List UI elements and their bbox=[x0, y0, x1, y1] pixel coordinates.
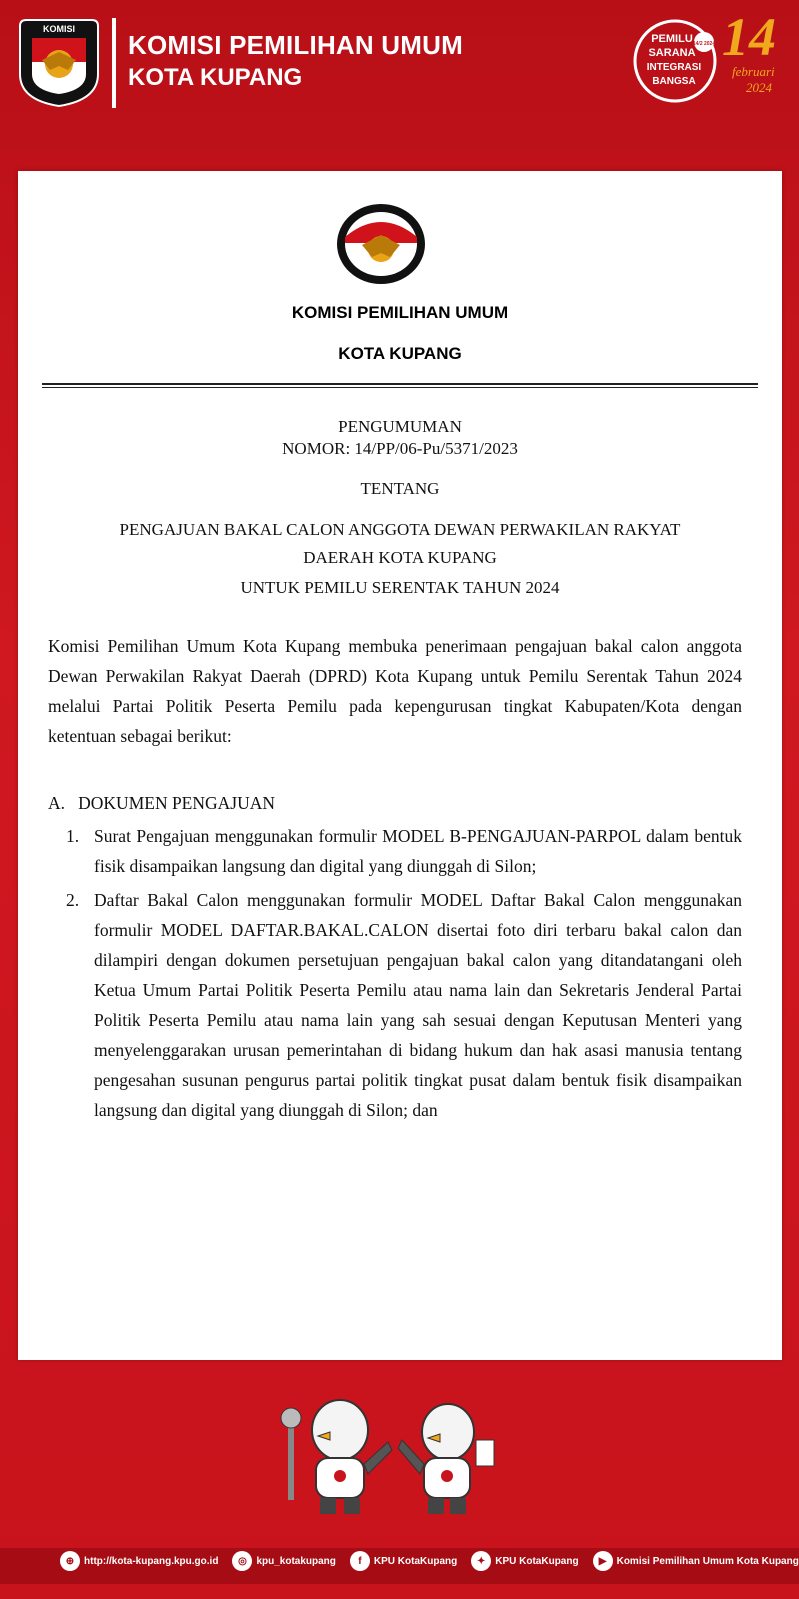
date-year: 2024 bbox=[746, 80, 772, 95]
intro-paragraph: Komisi Pemilihan Umum Kota Kupang membuka penerimaan pengajuan bakal calon anggota Dewan Perwakilan Rakyat Daerah (DPRD) Kota Kupang untuk Pemilu Serentak Tahun 2024 melalui Partai Politik Peserta Pemilu pada kepengurusan tingkat Kabupaten/Kota dengan ketentuan sebagai berikut: bbox=[48, 636, 742, 746]
announcement-number: NOMOR: 14/PP/06-Pu/5371/2023 bbox=[282, 439, 518, 458]
slogan-line-4: BANGSA bbox=[652, 76, 696, 87]
about-label: TENTANG bbox=[360, 479, 440, 498]
list-item bbox=[66, 885, 742, 1125]
section-a-heading: A. DOKUMEN PENGAJUAN bbox=[48, 793, 276, 813]
date-month: februari bbox=[732, 64, 775, 79]
slogan-line-3: INTEGRASI bbox=[646, 62, 702, 73]
footer-twitter-link[interactable] bbox=[471, 1551, 578, 1571]
footer-social-links bbox=[60, 1551, 799, 1571]
header-rule-thick bbox=[42, 383, 758, 385]
header-subtitle: KOTA KUPANG bbox=[128, 64, 303, 91]
election-date-badge bbox=[722, 7, 794, 110]
subject-line-2: DAERAH KOTA KUPANG bbox=[303, 548, 497, 567]
facebook-icon: f bbox=[350, 1551, 370, 1571]
slogan-line-2: SARANA bbox=[648, 47, 696, 59]
header-divider bbox=[112, 18, 116, 108]
kpu-logo-icon bbox=[18, 16, 100, 108]
slogan-date: 14/2 2024 bbox=[692, 41, 716, 47]
list-item-text: Surat Pengajuan menggunakan formulir MODEL B-PENGAJUAN-PARPOL dalam bentuk fisik disampaikan langsung dan digital yang diunggah di Silon; bbox=[94, 826, 742, 876]
footer-youtube-link[interactable] bbox=[593, 1551, 799, 1571]
announcement-document bbox=[18, 171, 782, 1360]
org-name: KOMISI PEMILIHAN UMUM bbox=[291, 303, 509, 322]
footer-facebook-link[interactable] bbox=[350, 1551, 457, 1571]
header-rule-thin bbox=[42, 387, 758, 388]
logo-text-top: KOMISI bbox=[42, 24, 76, 34]
footer-facebook-label: KPU KotaKupang bbox=[373, 1555, 458, 1567]
footer-website-label: http://kota-kupang.kpu.go.id bbox=[84, 1555, 219, 1567]
footer-instagram-link[interactable] bbox=[232, 1551, 335, 1571]
youtube-icon: ▶ bbox=[593, 1551, 613, 1571]
mascot-left bbox=[281, 1400, 392, 1514]
slogan-badge-icon bbox=[632, 18, 718, 104]
list-item-number: 2. bbox=[66, 890, 80, 910]
list-item-number: 1. bbox=[66, 826, 80, 846]
header-title: KOMISI PEMILIHAN UMUM bbox=[128, 30, 463, 60]
header bbox=[0, 0, 799, 120]
instagram-icon: ◎ bbox=[232, 1551, 252, 1571]
footer-youtube-label: Komisi Pemilihan Umum Kota Kupang bbox=[616, 1555, 799, 1567]
globe-icon: ⊕ bbox=[60, 1551, 80, 1571]
footer-website-link[interactable] bbox=[60, 1551, 218, 1571]
mascot-illustration bbox=[270, 1380, 520, 1530]
announcement-title: PENGUMUMAN bbox=[338, 417, 462, 436]
mascot-right bbox=[398, 1404, 494, 1514]
list-item bbox=[66, 821, 742, 881]
slogan-line-1: PEMILU bbox=[651, 33, 693, 45]
kpu-emblem-icon bbox=[334, 201, 428, 287]
subject-line-1: PENGAJUAN BAKAL CALON ANGGOTA DEWAN PERWAKILAN RAKYAT bbox=[119, 520, 681, 539]
footer-twitter-label: KPU KotaKupang bbox=[495, 1555, 579, 1567]
list-item-text: Daftar Bakal Calon menggunakan formulir MODEL Daftar Bakal Calon menggunakan formulir MODEL DAFTAR.BAKAL.CALON disertai foto diri terbaru bakal calon dan dilampiri dengan dokumen persetujuan pengajuan bakal calon yang ditandatangani oleh Ketua Umum Partai Politik Peserta Pemilu atau nama lain dan Sekretaris Jenderal Partai Politik Peserta Pemilu atau nama lain yang sah sesuai dengan Keputusan Menteri yang menyelenggarakan urusan pemerintahan di bidang hukum dan hak asasi manusia tentang pengesahan susunan pengurus partai politik tingkat pusat dalam bentuk fisik disampaikan langsung dan digital yang diunggah di Silon; dan bbox=[94, 890, 742, 1120]
subject-line-3: UNTUK PEMILU SERENTAK TAHUN 2024 bbox=[240, 578, 560, 597]
document-requirements-list bbox=[66, 821, 742, 1129]
org-city: KOTA KUPANG bbox=[338, 344, 462, 363]
date-number: 14 bbox=[722, 7, 776, 67]
twitter-icon: ✦ bbox=[471, 1551, 491, 1571]
footer-instagram-label: kpu_kotakupang bbox=[256, 1555, 336, 1567]
